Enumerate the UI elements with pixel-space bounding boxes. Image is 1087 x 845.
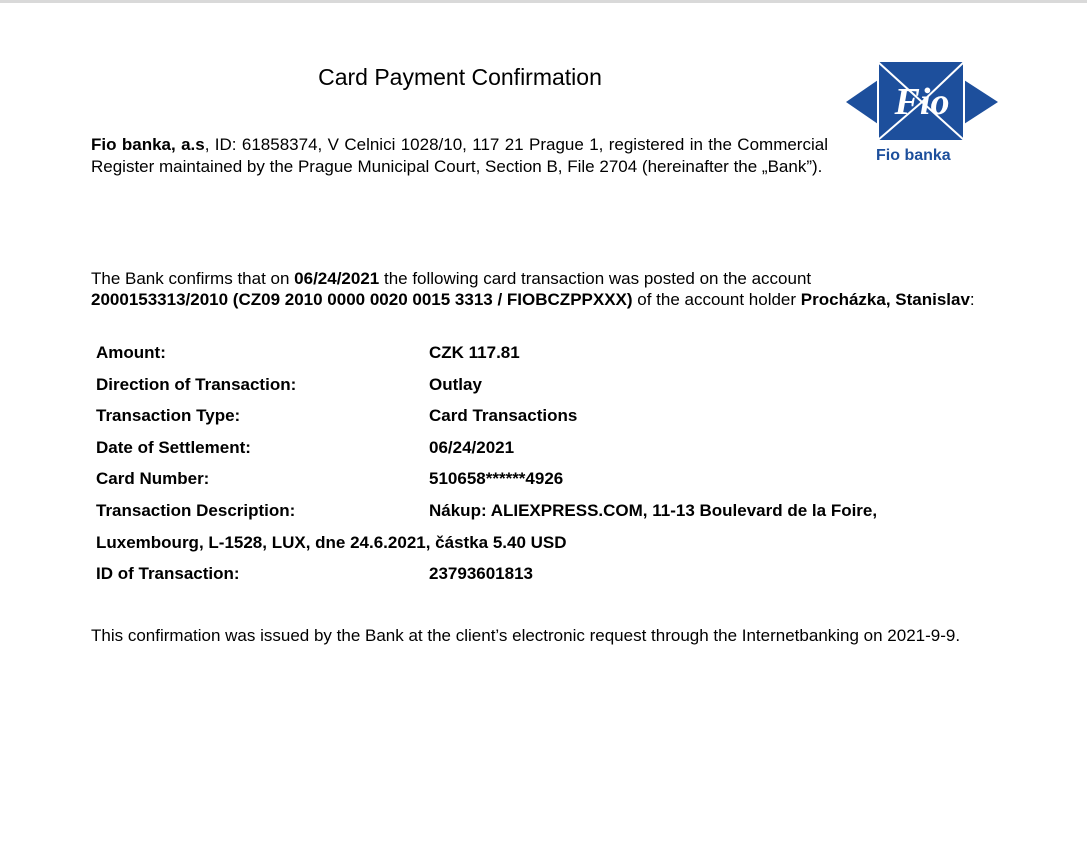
confirm-text-3: of the account holder (632, 290, 801, 309)
confirm-account: 2000153313/2010 (CZ09 2010 0000 0020 0015 3313 / FIOBCZPPXXX) (91, 290, 633, 309)
transaction-details (96, 337, 996, 590)
direction-label: Direction of Transaction: (96, 374, 297, 394)
document-title: Card Payment Confirmation (318, 64, 602, 90)
detail-row-amount (96, 337, 996, 369)
description-label: Transaction Description: (96, 500, 296, 520)
id-value: 23793601813 (429, 564, 534, 584)
confirm-holder: Procházka, Stanislav (800, 290, 970, 309)
settlement-label: Date of Settlement: (96, 437, 251, 457)
confirm-date: 06/24/2021 (294, 269, 380, 288)
bank-name: Fio banka, a.s (91, 135, 205, 154)
type-value: Card Transactions (429, 406, 578, 426)
bank-intro-text: , ID: 61858374, V Celnici 1028/10, 117 21 Prague 1, registered in the Commercial Register maintained by the Prague Municipal Court, Section B, File 2704 (hereinafter the „Bank”). (91, 135, 828, 176)
description-value: Nákup: ALIEXPRESS.COM, 11-13 Boulevard de la Foire, (429, 500, 878, 520)
detail-row-id (96, 558, 996, 590)
card-label: Card Number: (96, 469, 210, 489)
description-continued: Luxembourg, L-1528, LUX, dne 24.6.2021, částka 5.40 USD (96, 532, 567, 552)
detail-row-card (96, 463, 996, 495)
detail-row-description (96, 495, 996, 527)
detail-row-description-continued (96, 527, 996, 559)
amount-label: Amount: (96, 343, 166, 362)
detail-row-settlement (96, 432, 996, 464)
detail-row-direction (96, 369, 996, 401)
confirm-text-2: the following card transaction was posted on the account (379, 269, 812, 288)
type-label: Transaction Type: (96, 406, 241, 426)
card-value: 510658******4926 (429, 469, 564, 489)
detail-row-type (96, 400, 996, 432)
logo-mark-text: Fio (894, 81, 950, 123)
logo-caption: Fio banka (876, 147, 951, 164)
direction-value: Outlay (429, 374, 482, 394)
confirm-text-4: : (969, 290, 975, 309)
confirm-text-1: The Bank confirms that on (91, 269, 295, 288)
id-label: ID of Transaction: (96, 564, 240, 584)
confirmation-paragraph (91, 268, 991, 310)
amount-value: CZK 117.81 (429, 343, 520, 362)
footer-paragraph: This confirmation was issued by the Bank at the client’s electronic request through the Internetbanking on 2021-9-9. (91, 626, 961, 645)
bank-intro-paragraph (91, 134, 828, 178)
settlement-value: 06/24/2021 (429, 437, 515, 457)
top-divider (0, 0, 1087, 3)
